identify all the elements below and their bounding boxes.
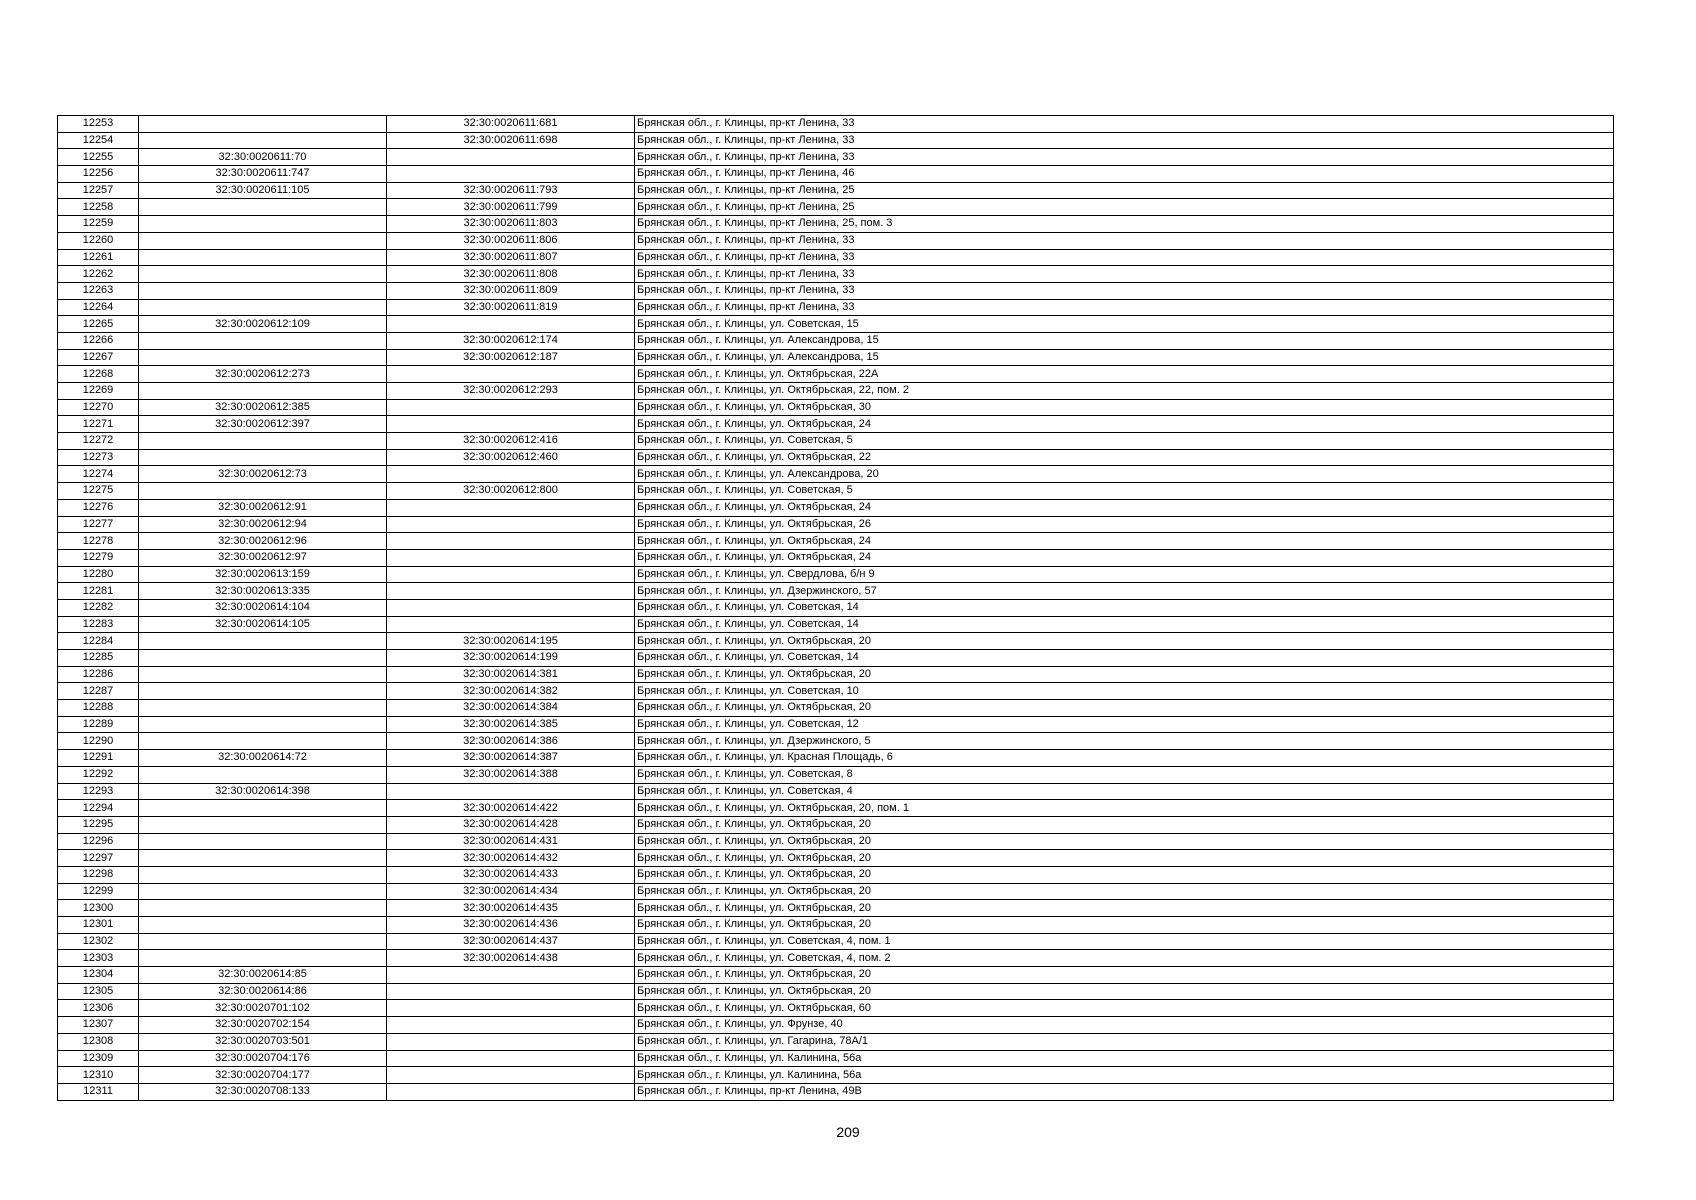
cadastral-number-cell: 32:30:0020611:70 <box>139 149 387 166</box>
row-number-cell: 12254 <box>58 132 139 149</box>
table-row <box>58 149 1614 166</box>
address-cell: Брянская обл., г. Клинцы, пр-кт Ленина, 33 <box>635 149 1614 166</box>
object-cadastral-number-cell: 32:30:0020611:808 <box>387 266 635 283</box>
cadastral-number-cell <box>139 933 387 950</box>
object-cadastral-number-cell <box>387 149 635 166</box>
registry-table <box>57 115 1614 1101</box>
address-cell: Брянская обл., г. Клинцы, ул. Фрунзе, 40 <box>635 1017 1614 1034</box>
row-number-cell: 12303 <box>58 950 139 967</box>
address-cell: Брянская обл., г. Клинцы, ул. Октябрьская, 26 <box>635 516 1614 533</box>
address-cell: Брянская обл., г. Клинцы, ул. Гагарина, 78А/1 <box>635 1033 1614 1050</box>
table-row <box>58 433 1614 450</box>
table-row <box>58 116 1614 133</box>
object-cadastral-number-cell: 32:30:0020612:187 <box>387 349 635 366</box>
table-row <box>58 366 1614 383</box>
object-cadastral-number-cell: 32:30:0020614:431 <box>387 833 635 850</box>
object-cadastral-number-cell: 32:30:0020611:806 <box>387 232 635 249</box>
table-row <box>58 182 1614 199</box>
object-cadastral-number-cell: 32:30:0020614:428 <box>387 816 635 833</box>
object-cadastral-number-cell <box>387 566 635 583</box>
row-number-cell: 12261 <box>58 249 139 266</box>
row-number-cell: 12267 <box>58 349 139 366</box>
table-row <box>58 816 1614 833</box>
object-cadastral-number-cell: 32:30:0020612:293 <box>387 383 635 400</box>
cadastral-number-cell <box>139 666 387 683</box>
cadastral-number-cell <box>139 883 387 900</box>
cadastral-number-cell <box>139 700 387 717</box>
cadastral-number-cell: 32:30:0020613:335 <box>139 583 387 600</box>
row-number-cell: 12311 <box>58 1083 139 1100</box>
table-row <box>58 683 1614 700</box>
object-cadastral-number-cell: 32:30:0020611:793 <box>387 182 635 199</box>
cadastral-number-cell: 32:30:0020614:85 <box>139 967 387 984</box>
object-cadastral-number-cell <box>387 533 635 550</box>
address-cell: Брянская обл., г. Клинцы, ул. Октябрьская, 30 <box>635 399 1614 416</box>
address-cell: Брянская обл., г. Клинцы, ул. Советская, 5 <box>635 483 1614 500</box>
address-cell: Брянская обл., г. Клинцы, ул. Свердлова, б/н 9 <box>635 566 1614 583</box>
object-cadastral-number-cell: 32:30:0020614:382 <box>387 683 635 700</box>
address-cell: Брянская обл., г. Клинцы, ул. Александрова, 15 <box>635 332 1614 349</box>
table-row <box>58 132 1614 149</box>
cadastral-number-cell <box>139 866 387 883</box>
address-cell: Брянская обл., г. Клинцы, пр-кт Ленина, 25, пом. 3 <box>635 216 1614 233</box>
cadastral-number-cell <box>139 216 387 233</box>
address-cell: Брянская обл., г. Клинцы, ул. Советская, 14 <box>635 616 1614 633</box>
address-cell: Брянская обл., г. Клинцы, пр-кт Ленина, 25 <box>635 199 1614 216</box>
address-cell: Брянская обл., г. Клинцы, пр-кт Ленина, 25 <box>635 182 1614 199</box>
object-cadastral-number-cell <box>387 1000 635 1017</box>
address-cell: Брянская обл., г. Клинцы, пр-кт Ленина, 33 <box>635 282 1614 299</box>
cadastral-number-cell <box>139 683 387 700</box>
table-row <box>58 383 1614 400</box>
row-number-cell: 12308 <box>58 1033 139 1050</box>
cadastral-number-cell: 32:30:0020614:72 <box>139 750 387 767</box>
cadastral-number-cell: 32:30:0020701:102 <box>139 1000 387 1017</box>
object-cadastral-number-cell <box>387 983 635 1000</box>
table-row <box>58 499 1614 516</box>
table-row <box>58 282 1614 299</box>
object-cadastral-number-cell: 32:30:0020611:681 <box>387 116 635 133</box>
cadastral-number-cell: 32:30:0020612:91 <box>139 499 387 516</box>
row-number-cell: 12257 <box>58 182 139 199</box>
table-row <box>58 232 1614 249</box>
cadastral-number-cell <box>139 733 387 750</box>
cadastral-number-cell: 32:30:0020613:159 <box>139 566 387 583</box>
row-number-cell: 12294 <box>58 800 139 817</box>
object-cadastral-number-cell <box>387 499 635 516</box>
cadastral-number-cell: 32:30:0020612:96 <box>139 533 387 550</box>
object-cadastral-number-cell: 32:30:0020614:199 <box>387 650 635 667</box>
address-cell: Брянская обл., г. Клинцы, ул. Советская, 15 <box>635 316 1614 333</box>
table-row <box>58 216 1614 233</box>
address-cell: Брянская обл., г. Клинцы, ул. Октябрьская, 20 <box>635 850 1614 867</box>
object-cadastral-number-cell <box>387 783 635 800</box>
object-cadastral-number-cell <box>387 466 635 483</box>
row-number-cell: 12274 <box>58 466 139 483</box>
address-cell: Брянская обл., г. Клинцы, ул. Октябрьская, 22, пом. 2 <box>635 383 1614 400</box>
object-cadastral-number-cell: 32:30:0020614:434 <box>387 883 635 900</box>
table-row <box>58 983 1614 1000</box>
address-cell: Брянская обл., г. Клинцы, ул. Октябрьская, 20 <box>635 866 1614 883</box>
table-row <box>58 1050 1614 1067</box>
object-cadastral-number-cell: 32:30:0020614:433 <box>387 866 635 883</box>
object-cadastral-number-cell: 32:30:0020614:195 <box>387 633 635 650</box>
table-row <box>58 316 1614 333</box>
address-cell: Брянская обл., г. Клинцы, ул. Александрова, 15 <box>635 349 1614 366</box>
table-row <box>58 332 1614 349</box>
object-cadastral-number-cell: 32:30:0020614:436 <box>387 917 635 934</box>
address-cell: Брянская обл., г. Клинцы, ул. Октябрьская, 60 <box>635 1000 1614 1017</box>
cadastral-number-cell <box>139 900 387 917</box>
row-number-cell: 12297 <box>58 850 139 867</box>
address-cell: Брянская обл., г. Клинцы, ул. Октябрьская, 20 <box>635 900 1614 917</box>
object-cadastral-number-cell: 32:30:0020614:422 <box>387 800 635 817</box>
table-row <box>58 833 1614 850</box>
table-row <box>58 1067 1614 1084</box>
table-row <box>58 1000 1614 1017</box>
row-number-cell: 12270 <box>58 399 139 416</box>
cadastral-number-cell <box>139 349 387 366</box>
object-cadastral-number-cell <box>387 616 635 633</box>
table-row <box>58 266 1614 283</box>
row-number-cell: 12310 <box>58 1067 139 1084</box>
cadastral-number-cell <box>139 266 387 283</box>
address-cell: Брянская обл., г. Клинцы, ул. Советская, 12 <box>635 716 1614 733</box>
address-cell: Брянская обл., г. Клинцы, ул. Калинина, 56а <box>635 1050 1614 1067</box>
table-row <box>58 566 1614 583</box>
address-cell: Брянская обл., г. Клинцы, ул. Октябрьская, 20 <box>635 883 1614 900</box>
row-number-cell: 12283 <box>58 616 139 633</box>
object-cadastral-number-cell <box>387 316 635 333</box>
object-cadastral-number-cell <box>387 1067 635 1084</box>
table-row <box>58 917 1614 934</box>
address-cell: Брянская обл., г. Клинцы, ул. Советская, 4, пом. 2 <box>635 950 1614 967</box>
table-row <box>58 633 1614 650</box>
address-cell: Брянская обл., г. Клинцы, ул. Октябрьская, 20 <box>635 917 1614 934</box>
cadastral-number-cell: 32:30:0020611:747 <box>139 166 387 183</box>
address-cell: Брянская обл., г. Клинцы, ул. Дзержинского, 57 <box>635 583 1614 600</box>
table-row <box>58 616 1614 633</box>
address-cell: Брянская обл., г. Клинцы, ул. Калинина, 56а <box>635 1067 1614 1084</box>
row-number-cell: 12260 <box>58 232 139 249</box>
address-cell: Брянская обл., г. Клинцы, пр-кт Ленина, 33 <box>635 249 1614 266</box>
table-row <box>58 449 1614 466</box>
address-cell: Брянская обл., г. Клинцы, пр-кт Ленина, 46 <box>635 166 1614 183</box>
row-number-cell: 12278 <box>58 533 139 550</box>
cadastral-number-cell <box>139 716 387 733</box>
row-number-cell: 12287 <box>58 683 139 700</box>
row-number-cell: 12305 <box>58 983 139 1000</box>
address-cell: Брянская обл., г. Клинцы, ул. Октябрьская, 20 <box>635 633 1614 650</box>
row-number-cell: 12265 <box>58 316 139 333</box>
object-cadastral-number-cell: 32:30:0020611:803 <box>387 216 635 233</box>
row-number-cell: 12275 <box>58 483 139 500</box>
cadastral-number-cell: 32:30:0020612:385 <box>139 399 387 416</box>
row-number-cell: 12280 <box>58 566 139 583</box>
cadastral-number-cell <box>139 332 387 349</box>
address-cell: Брянская обл., г. Клинцы, ул. Октябрьская, 20 <box>635 983 1614 1000</box>
object-cadastral-number-cell <box>387 599 635 616</box>
cadastral-number-cell <box>139 483 387 500</box>
row-number-cell: 12262 <box>58 266 139 283</box>
object-cadastral-number-cell: 32:30:0020614:384 <box>387 700 635 717</box>
object-cadastral-number-cell: 32:30:0020614:432 <box>387 850 635 867</box>
cadastral-number-cell <box>139 232 387 249</box>
address-cell: Брянская обл., г. Клинцы, ул. Октябрьская, 20 <box>635 700 1614 717</box>
cadastral-number-cell <box>139 850 387 867</box>
row-number-cell: 12286 <box>58 666 139 683</box>
object-cadastral-number-cell <box>387 399 635 416</box>
object-cadastral-number-cell: 32:30:0020614:387 <box>387 750 635 767</box>
cadastral-number-cell <box>139 282 387 299</box>
object-cadastral-number-cell <box>387 516 635 533</box>
table-row <box>58 866 1614 883</box>
table-row <box>58 883 1614 900</box>
cadastral-number-cell: 32:30:0020611:105 <box>139 182 387 199</box>
table-row <box>58 850 1614 867</box>
object-cadastral-number-cell: 32:30:0020611:698 <box>387 132 635 149</box>
registry-table-body <box>58 116 1614 1101</box>
table-row <box>58 733 1614 750</box>
cadastral-number-cell <box>139 433 387 450</box>
table-row <box>58 967 1614 984</box>
table-row <box>58 349 1614 366</box>
row-number-cell: 12279 <box>58 549 139 566</box>
object-cadastral-number-cell <box>387 166 635 183</box>
row-number-cell: 12302 <box>58 933 139 950</box>
row-number-cell: 12299 <box>58 883 139 900</box>
table-row <box>58 583 1614 600</box>
row-number-cell: 12306 <box>58 1000 139 1017</box>
row-number-cell: 12301 <box>58 917 139 934</box>
address-cell: Брянская обл., г. Клинцы, ул. Октябрьская, 24 <box>635 549 1614 566</box>
object-cadastral-number-cell <box>387 1033 635 1050</box>
row-number-cell: 12298 <box>58 866 139 883</box>
object-cadastral-number-cell: 32:30:0020611:809 <box>387 282 635 299</box>
cadastral-number-cell: 32:30:0020612:94 <box>139 516 387 533</box>
table-row <box>58 783 1614 800</box>
cadastral-number-cell <box>139 816 387 833</box>
object-cadastral-number-cell: 32:30:0020611:819 <box>387 299 635 316</box>
row-number-cell: 12293 <box>58 783 139 800</box>
address-cell: Брянская обл., г. Клинцы, ул. Октябрьская, 22 <box>635 449 1614 466</box>
address-cell: Брянская обл., г. Клинцы, ул. Советская, 14 <box>635 599 1614 616</box>
cadastral-number-cell: 32:30:0020612:397 <box>139 416 387 433</box>
object-cadastral-number-cell <box>387 366 635 383</box>
object-cadastral-number-cell <box>387 583 635 600</box>
row-number-cell: 12284 <box>58 633 139 650</box>
table-row <box>58 933 1614 950</box>
address-cell: Брянская обл., г. Клинцы, пр-кт Ленина, 33 <box>635 299 1614 316</box>
table-row <box>58 1017 1614 1034</box>
address-cell: Брянская обл., г. Клинцы, ул. Советская, 4 <box>635 783 1614 800</box>
object-cadastral-number-cell: 32:30:0020611:799 <box>387 199 635 216</box>
object-cadastral-number-cell: 32:30:0020614:437 <box>387 933 635 950</box>
address-cell: Брянская обл., г. Клинцы, ул. Октябрьская, 20 <box>635 967 1614 984</box>
row-number-cell: 12255 <box>58 149 139 166</box>
cadastral-number-cell <box>139 383 387 400</box>
table-row <box>58 416 1614 433</box>
cadastral-number-cell <box>139 650 387 667</box>
table-row <box>58 716 1614 733</box>
cadastral-number-cell <box>139 449 387 466</box>
table-row <box>58 549 1614 566</box>
cadastral-number-cell <box>139 116 387 133</box>
row-number-cell: 12264 <box>58 299 139 316</box>
table-row <box>58 650 1614 667</box>
cadastral-number-cell: 32:30:0020614:398 <box>139 783 387 800</box>
object-cadastral-number-cell <box>387 1050 635 1067</box>
table-row <box>58 533 1614 550</box>
cadastral-number-cell: 32:30:0020612:273 <box>139 366 387 383</box>
table-row <box>58 800 1614 817</box>
address-cell: Брянская обл., г. Клинцы, пр-кт Ленина, 33 <box>635 232 1614 249</box>
cadastral-number-cell: 32:30:0020614:86 <box>139 983 387 1000</box>
address-cell: Брянская обл., г. Клинцы, ул. Октябрьская, 20 <box>635 833 1614 850</box>
address-cell: Брянская обл., г. Клинцы, ул. Октябрьская, 22А <box>635 366 1614 383</box>
row-number-cell: 12271 <box>58 416 139 433</box>
address-cell: Брянская обл., г. Клинцы, ул. Октябрьская, 20, пом. 1 <box>635 800 1614 817</box>
table-row <box>58 516 1614 533</box>
row-number-cell: 12288 <box>58 700 139 717</box>
table-row <box>58 466 1614 483</box>
cadastral-number-cell: 32:30:0020704:176 <box>139 1050 387 1067</box>
row-number-cell: 12276 <box>58 499 139 516</box>
row-number-cell: 12300 <box>58 900 139 917</box>
table-row <box>58 1033 1614 1050</box>
row-number-cell: 12296 <box>58 833 139 850</box>
page-number: 209 <box>836 1124 860 1140</box>
object-cadastral-number-cell: 32:30:0020611:807 <box>387 249 635 266</box>
cadastral-number-cell <box>139 132 387 149</box>
table-row <box>58 1083 1614 1100</box>
table-row <box>58 766 1614 783</box>
table-row <box>58 750 1614 767</box>
row-number-cell: 12282 <box>58 599 139 616</box>
cadastral-number-cell <box>139 199 387 216</box>
table-row <box>58 299 1614 316</box>
cadastral-number-cell: 32:30:0020614:104 <box>139 599 387 616</box>
address-cell: Брянская обл., г. Клинцы, ул. Советская, 10 <box>635 683 1614 700</box>
object-cadastral-number-cell: 32:30:0020614:388 <box>387 766 635 783</box>
object-cadastral-number-cell: 32:30:0020612:174 <box>387 332 635 349</box>
cadastral-number-cell <box>139 766 387 783</box>
table-row <box>58 166 1614 183</box>
address-cell: Брянская обл., г. Клинцы, ул. Александрова, 20 <box>635 466 1614 483</box>
row-number-cell: 12295 <box>58 816 139 833</box>
table-row <box>58 599 1614 616</box>
cadastral-number-cell <box>139 633 387 650</box>
cadastral-number-cell: 32:30:0020702:154 <box>139 1017 387 1034</box>
address-cell: Брянская обл., г. Клинцы, ул. Советская, 4, пом. 1 <box>635 933 1614 950</box>
row-number-cell: 12307 <box>58 1017 139 1034</box>
row-number-cell: 12277 <box>58 516 139 533</box>
object-cadastral-number-cell <box>387 1083 635 1100</box>
table-row <box>58 666 1614 683</box>
cadastral-number-cell: 32:30:0020703:501 <box>139 1033 387 1050</box>
cadastral-number-cell: 32:30:0020708:133 <box>139 1083 387 1100</box>
table-row <box>58 950 1614 967</box>
row-number-cell: 12256 <box>58 166 139 183</box>
address-cell: Брянская обл., г. Клинцы, ул. Красная Площадь, 6 <box>635 750 1614 767</box>
row-number-cell: 12263 <box>58 282 139 299</box>
address-cell: Брянская обл., г. Клинцы, ул. Советская, 14 <box>635 650 1614 667</box>
row-number-cell: 12291 <box>58 750 139 767</box>
row-number-cell: 12281 <box>58 583 139 600</box>
table-row <box>58 900 1614 917</box>
address-cell: Брянская обл., г. Клинцы, пр-кт Ленина, 33 <box>635 132 1614 149</box>
cadastral-number-cell: 32:30:0020612:73 <box>139 466 387 483</box>
cadastral-number-cell <box>139 249 387 266</box>
row-number-cell: 12285 <box>58 650 139 667</box>
object-cadastral-number-cell: 32:30:0020612:416 <box>387 433 635 450</box>
object-cadastral-number-cell: 32:30:0020612:800 <box>387 483 635 500</box>
row-number-cell: 12258 <box>58 199 139 216</box>
object-cadastral-number-cell: 32:30:0020614:386 <box>387 733 635 750</box>
table-row <box>58 483 1614 500</box>
row-number-cell: 12268 <box>58 366 139 383</box>
object-cadastral-number-cell: 32:30:0020614:435 <box>387 900 635 917</box>
address-cell: Брянская обл., г. Клинцы, ул. Октябрьская, 20 <box>635 666 1614 683</box>
cadastral-number-cell: 32:30:0020704:177 <box>139 1067 387 1084</box>
row-number-cell: 12253 <box>58 116 139 133</box>
table-row <box>58 249 1614 266</box>
row-number-cell: 12272 <box>58 433 139 450</box>
object-cadastral-number-cell <box>387 416 635 433</box>
cadastral-number-cell <box>139 833 387 850</box>
cadastral-number-cell <box>139 299 387 316</box>
address-cell: Брянская обл., г. Клинцы, ул. Советская, 5 <box>635 433 1614 450</box>
row-number-cell: 12273 <box>58 449 139 466</box>
row-number-cell: 12289 <box>58 716 139 733</box>
address-cell: Брянская обл., г. Клинцы, пр-кт Ленина, 33 <box>635 116 1614 133</box>
address-cell: Брянская обл., г. Клинцы, ул. Дзержинского, 5 <box>635 733 1614 750</box>
cadastral-number-cell <box>139 800 387 817</box>
row-number-cell: 12259 <box>58 216 139 233</box>
row-number-cell: 12309 <box>58 1050 139 1067</box>
cadastral-number-cell <box>139 917 387 934</box>
address-cell: Брянская обл., г. Клинцы, ул. Советская, 8 <box>635 766 1614 783</box>
row-number-cell: 12269 <box>58 383 139 400</box>
cadastral-number-cell: 32:30:0020614:105 <box>139 616 387 633</box>
object-cadastral-number-cell <box>387 967 635 984</box>
cadastral-number-cell <box>139 950 387 967</box>
address-cell: Брянская обл., г. Клинцы, ул. Октябрьская, 24 <box>635 416 1614 433</box>
object-cadastral-number-cell: 32:30:0020612:460 <box>387 449 635 466</box>
row-number-cell: 12304 <box>58 967 139 984</box>
table-row <box>58 700 1614 717</box>
row-number-cell: 12266 <box>58 332 139 349</box>
address-cell: Брянская обл., г. Клинцы, ул. Октябрьская, 24 <box>635 533 1614 550</box>
object-cadastral-number-cell: 32:30:0020614:385 <box>387 716 635 733</box>
address-cell: Брянская обл., г. Клинцы, ул. Октябрьская, 20 <box>635 816 1614 833</box>
row-number-cell: 12292 <box>58 766 139 783</box>
row-number-cell: 12290 <box>58 733 139 750</box>
address-cell: Брянская обл., г. Клинцы, ул. Октябрьская, 24 <box>635 499 1614 516</box>
object-cadastral-number-cell: 32:30:0020614:438 <box>387 950 635 967</box>
cadastral-number-cell: 32:30:0020612:97 <box>139 549 387 566</box>
table-row <box>58 199 1614 216</box>
object-cadastral-number-cell <box>387 1017 635 1034</box>
object-cadastral-number-cell <box>387 549 635 566</box>
address-cell: Брянская обл., г. Клинцы, пр-кт Ленина, 49В <box>635 1083 1614 1100</box>
cadastral-number-cell: 32:30:0020612:109 <box>139 316 387 333</box>
object-cadastral-number-cell: 32:30:0020614:381 <box>387 666 635 683</box>
address-cell: Брянская обл., г. Клинцы, пр-кт Ленина, 33 <box>635 266 1614 283</box>
table-row <box>58 399 1614 416</box>
